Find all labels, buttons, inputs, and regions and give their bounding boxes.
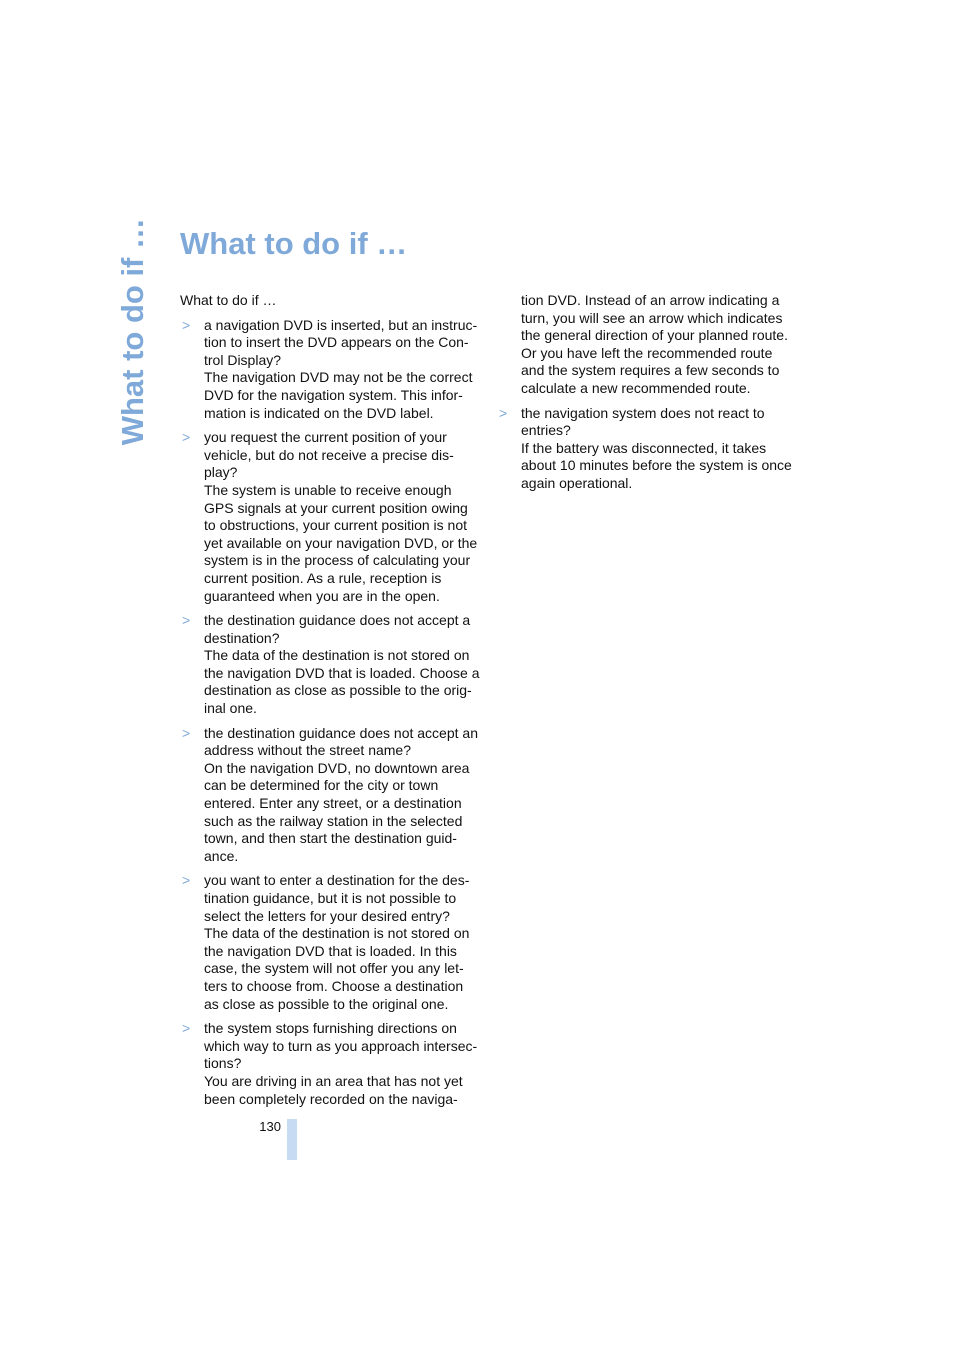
bullet-marker: > [499, 404, 508, 421]
intro-text: What to do if … [180, 292, 277, 308]
bullet-marker: > [182, 429, 191, 446]
bullet-marker: > [182, 724, 191, 741]
right-item-list [497, 405, 797, 493]
page-number-bar [287, 1119, 297, 1160]
bullet-marker: > [182, 612, 191, 629]
right-column [497, 292, 797, 500]
bullet-marker: > [182, 316, 191, 333]
side-chapter-title [113, 217, 153, 445]
item-answer: The system is unable to receive enough GPS signals at your current position owing to obstructions, your current position is not yet available on your navigation DVD, or the system is in the process of calculating your current position. As a rule, reception is guaranteed when you are in the open. [204, 481, 478, 604]
page-title: What to do if … [180, 226, 408, 261]
bullet-marker: > [182, 1020, 191, 1037]
item-question: you request the current position of your vehicle, but do not receive a precise dis-play? [204, 429, 454, 481]
side-chapter-title-text: What to do if … [115, 217, 150, 445]
list-item [497, 405, 797, 493]
item-answer: You are driving in an area that has not yet been completely recorded on the naviga- [204, 1072, 463, 1107]
item-question: the navigation system does not react to entries? [521, 404, 765, 439]
item-question: a navigation DVD is inserted, but an instruc-tion to insert the DVD appears on the Con-trol Display? [204, 316, 478, 368]
list-item [180, 872, 480, 1013]
item-answer: The data of the destination is not stored on the navigation DVD that is loaded. Choose a destination as close as possible to the orig-inal one. [204, 647, 480, 717]
item-question: the destination guidance does not accept an address without the street name? [204, 724, 478, 759]
list-item [180, 1020, 480, 1108]
item-answer: The navigation DVD may not be the correct DVD for the navigation system. This infor-mation is indicated on the DVD label. [204, 369, 473, 421]
continued-answer: tion DVD. Instead of an arrow indicating a turn, you will see an arrow which indicates the general direction of your planned route. Or you have left the recommended route and the system requires a few seconds to calculate a new recommended route. [521, 292, 788, 396]
item-answer: The data of the destination is not stored on the navigation DVD that is loaded. In this case, the system will not offer you any let-ters to choose from. Choose a destination as close as possible to the original one. [204, 925, 470, 1012]
list-item [180, 612, 480, 718]
list-item [180, 429, 480, 605]
list-item [180, 317, 480, 423]
item-question: the system stops furnishing directions on which way to turn as you approach intersec-tions? [204, 1020, 478, 1072]
item-answer: If the battery was disconnected, it takes about 10 minutes before the system is once again operational. [521, 439, 792, 491]
item-question: the destination guidance does not accept a destination? [204, 612, 471, 646]
item-question: you want to enter a destination for the des-tination guidance, but it is not possible to select the letters for your desired entry? [204, 872, 470, 924]
left-item-list [180, 317, 480, 1109]
list-item [180, 725, 480, 866]
bullet-marker: > [182, 872, 191, 889]
page-number: 130 [259, 1119, 281, 1134]
left-column [180, 292, 480, 1115]
item-answer: On the navigation DVD, no downtown area can be determined for the city or town entered. Enter any street, or a destination such as the railway station in the selected town, and then start the destination guid-ance. [204, 759, 470, 864]
